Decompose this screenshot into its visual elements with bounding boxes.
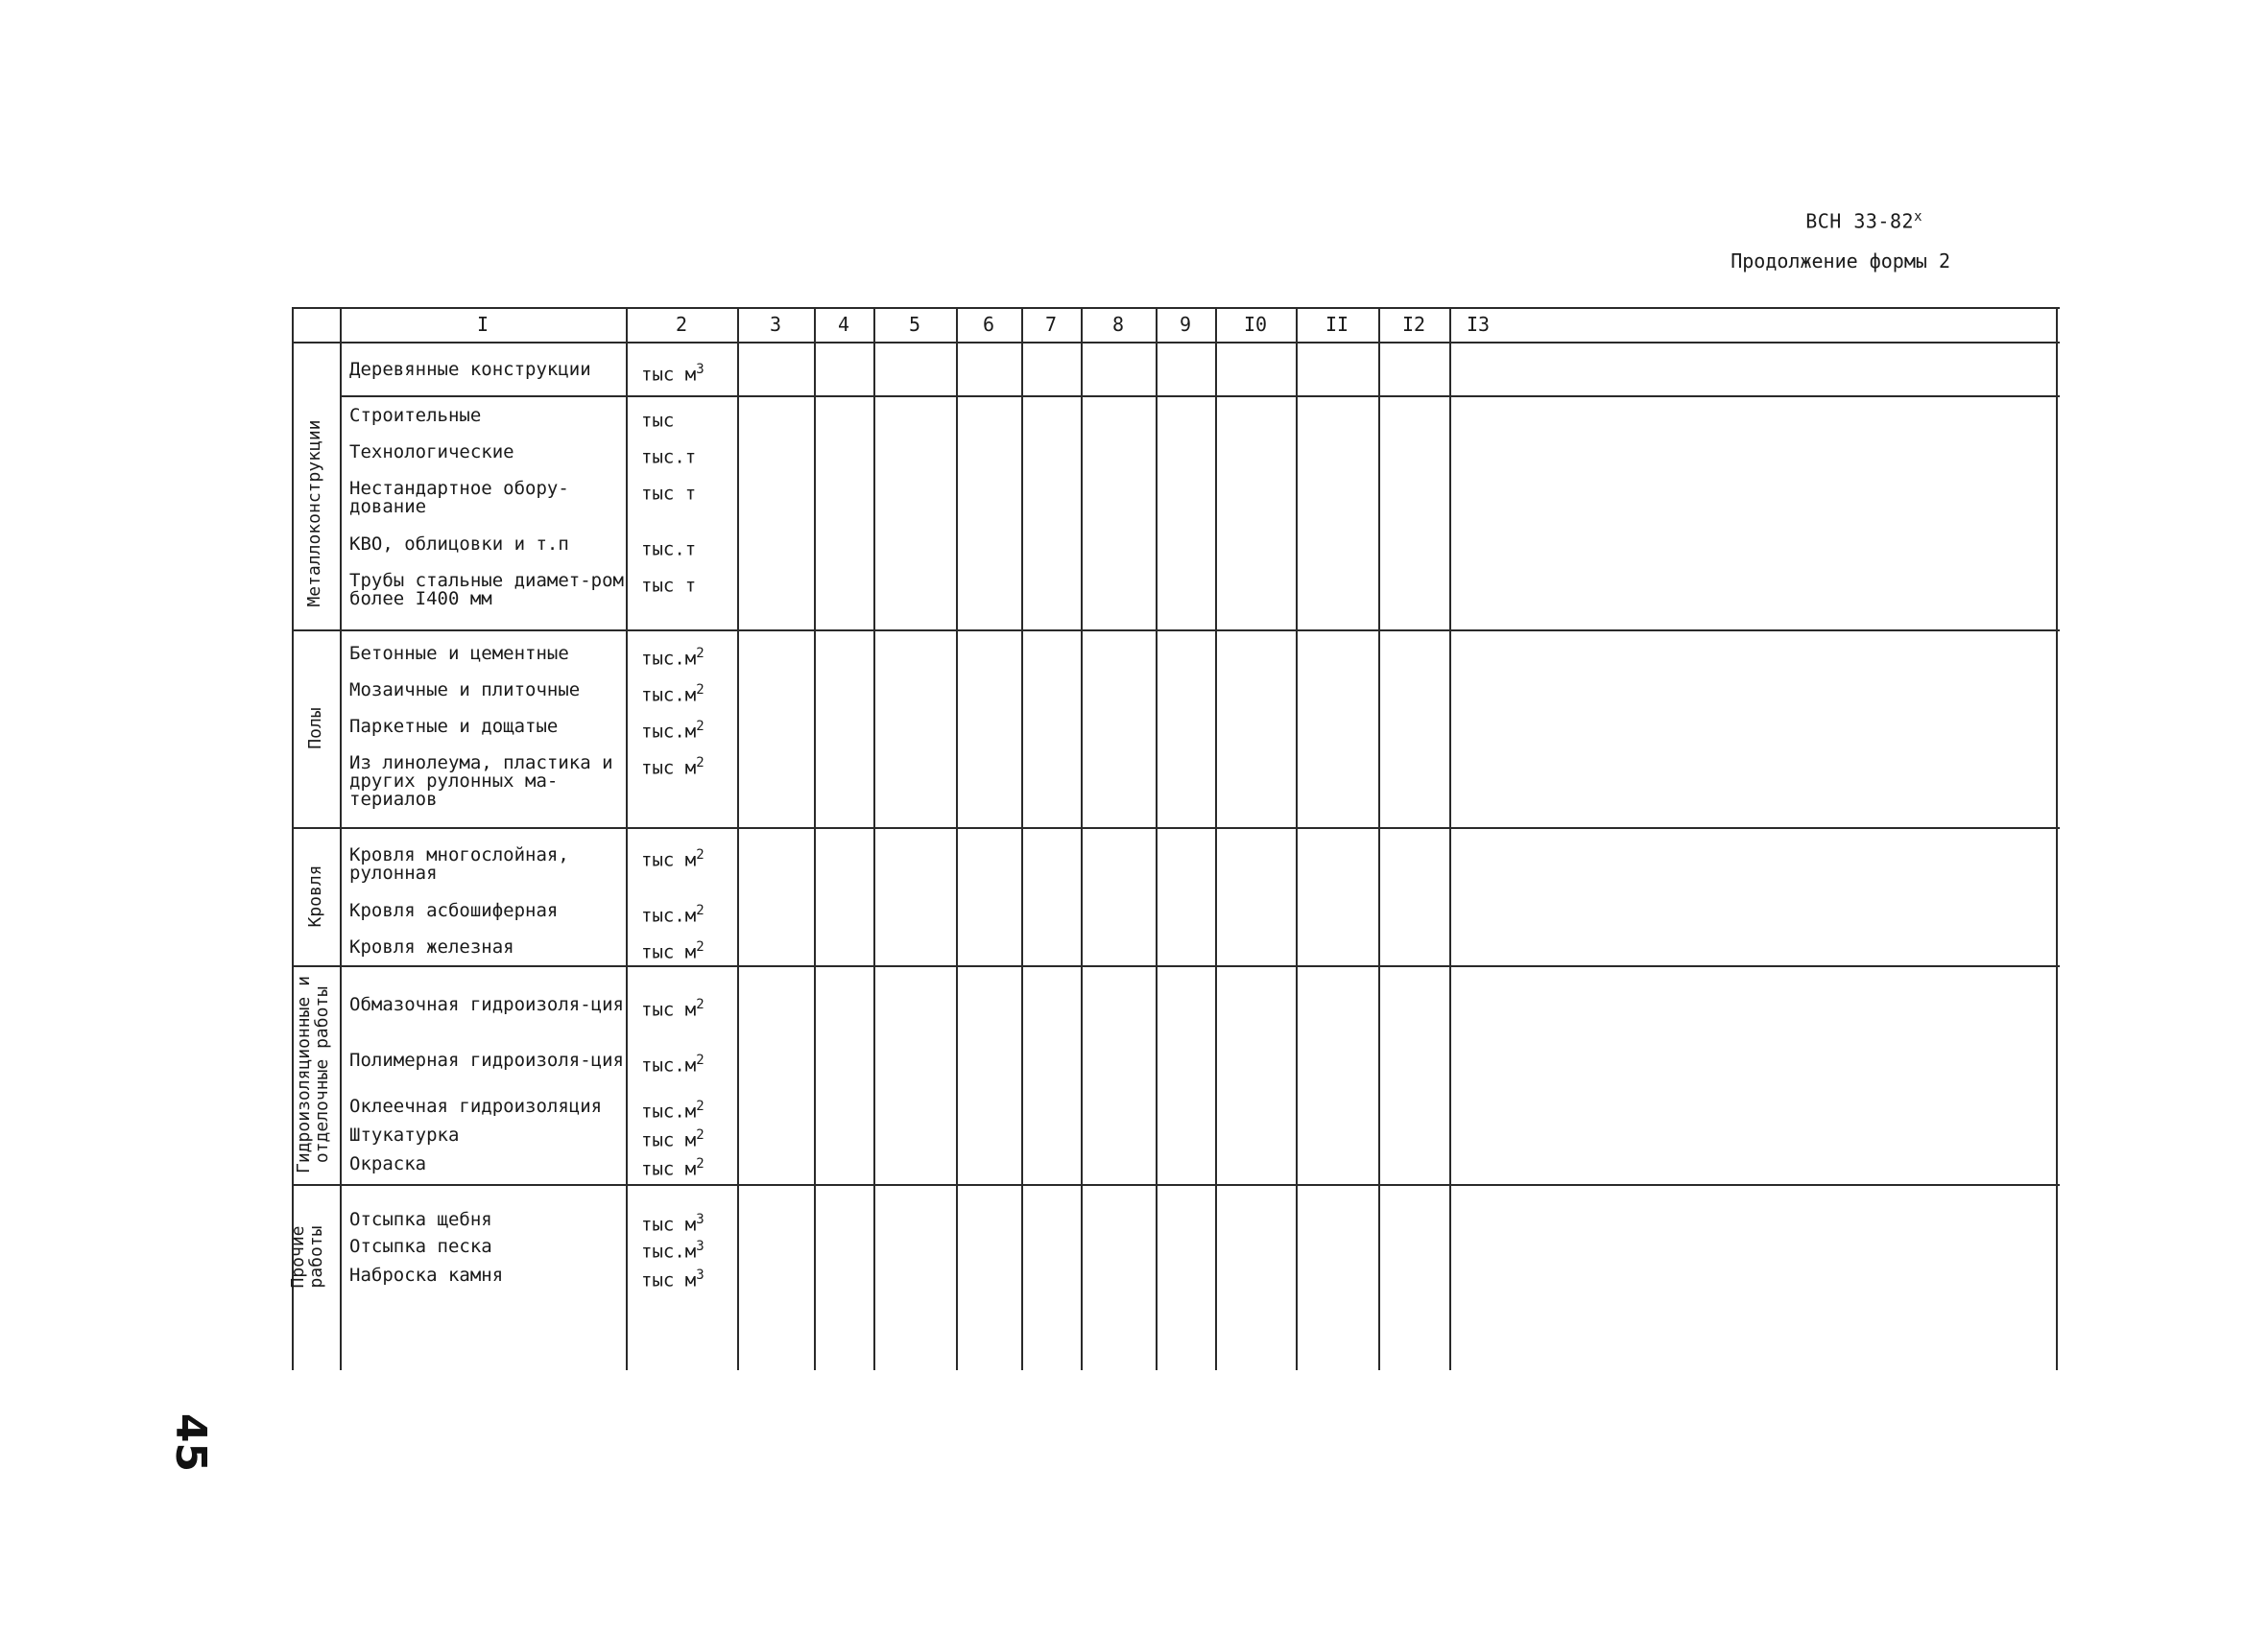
row-name: Деревянные конструкции: [349, 359, 591, 380]
column-header: 7: [1044, 313, 1058, 336]
section-divider: [292, 965, 2060, 967]
row-divider: [340, 395, 2060, 397]
column-header: I2: [1401, 313, 1426, 336]
section-label-other-works: Прочие работы: [288, 1225, 326, 1289]
row-unit: тыс $м^2$: [641, 997, 704, 1021]
form-table: [288, 307, 2060, 1370]
column-divider: [1296, 307, 1298, 1370]
row-name: Кровля асбошиферная: [349, 900, 559, 921]
column-divider: [1215, 307, 1217, 1370]
section-label-metal-structures: Металлоконструкции: [304, 419, 324, 607]
row-name: КВО, облицовки и т.п: [349, 533, 569, 555]
column-divider: [814, 307, 816, 1370]
row-unit: $тыс.м^2$: [641, 903, 704, 927]
row-name: Кровля многослойная, рулонная: [349, 844, 569, 884]
row-name: Из линолеума, пластика и других рулонных ма-териалов: [349, 752, 613, 810]
header-bottom-border: [292, 342, 2060, 344]
row-unit: тыс.т: [641, 446, 697, 468]
row-name: Оклеечная гидроизоляция: [349, 1096, 603, 1117]
column-divider: [1021, 307, 1023, 1370]
row-unit: $тыс.м^2$: [641, 719, 704, 743]
column-divider: [737, 307, 739, 1370]
row-unit: $тыс.м^2$: [641, 1099, 704, 1123]
column-header: I: [476, 313, 489, 336]
row-name: Строительные: [349, 405, 482, 426]
column-divider: [956, 307, 958, 1370]
page-number: 45: [166, 1412, 216, 1473]
section-divider: [292, 1184, 2060, 1186]
section-divider: [292, 827, 2060, 829]
form-continuation-title: Продолжение формы 2: [1731, 249, 1950, 272]
column-header: 9: [1179, 313, 1192, 336]
row-unit: тыс т: [641, 575, 697, 597]
row-unit: тыс $м^2$: [641, 755, 704, 779]
row-unit: $тыс.м^3$: [641, 1239, 704, 1263]
section-label-roofing: Кровля: [305, 865, 325, 928]
row-name: Трубы стальные диамет-ром более I400 мм: [349, 570, 624, 609]
row-name: Паркетные и дощатые: [349, 716, 559, 737]
column-header: II: [1325, 313, 1349, 336]
row-name: Полимерная гидроизоля-ция: [349, 1050, 624, 1071]
column-divider: [1449, 307, 1451, 1370]
column-header: 8: [1111, 313, 1125, 336]
column-divider: [340, 307, 342, 1370]
section-divider: [292, 629, 2060, 631]
row-unit: тыс: [641, 410, 675, 432]
row-name: Штукатурка: [349, 1125, 460, 1146]
row-name: Наброска камня: [349, 1265, 504, 1286]
row-name: Обмазочная гидроизоля-ция: [349, 994, 624, 1015]
table-top-border: [292, 307, 2060, 309]
column-divider: [1378, 307, 1380, 1370]
row-name: Бетонные и цементные: [349, 643, 569, 664]
column-header: 3: [769, 313, 782, 336]
column-header: I0: [1243, 313, 1268, 336]
section-label-floors: Полы: [305, 707, 325, 749]
row-unit: тыс т: [641, 483, 697, 505]
row-name: Окраска: [349, 1153, 427, 1174]
column-header: 6: [982, 313, 995, 336]
row-unit: тыс $м^3$: [641, 362, 704, 386]
column-header: I3: [1466, 313, 1491, 336]
row-name: Нестандартное обору-дование: [349, 478, 569, 517]
row-name: Отсыпка песка: [349, 1236, 492, 1257]
row-name: Отсыпка щебня: [349, 1209, 492, 1230]
column-header: 2: [675, 313, 688, 336]
row-unit: тыс $м^2$: [641, 1127, 704, 1151]
column-divider: [873, 307, 875, 1370]
row-unit: $тыс.м^2$: [641, 1053, 704, 1077]
row-unit: $тыс.м^2$: [641, 646, 704, 670]
row-unit: тыс $м^2$: [641, 1156, 704, 1180]
row-unit: тыс $м^2$: [641, 847, 704, 871]
row-name: Кровля железная: [349, 936, 514, 958]
row-unit: тыс.т: [641, 538, 697, 560]
table-right-border: [2056, 307, 2058, 1370]
row-unit: тыс $м^2$: [641, 939, 704, 963]
column-header: 4: [837, 313, 850, 336]
section-label-waterproofing-finishing: Гидроизоляционные и отделочные работы: [294, 976, 332, 1173]
document-code: ВСН 33-82$^x$: [1805, 209, 1922, 233]
row-name: Мозаичные и плиточные: [349, 679, 581, 700]
column-divider: [1156, 307, 1158, 1370]
column-header: 5: [908, 313, 921, 336]
row-unit: тыс $м^3$: [641, 1212, 704, 1236]
row-name: Технологические: [349, 441, 514, 462]
row-unit: $тыс.м^2$: [641, 682, 704, 706]
column-divider: [1081, 307, 1083, 1370]
row-unit: тыс $м^3$: [641, 1268, 704, 1291]
